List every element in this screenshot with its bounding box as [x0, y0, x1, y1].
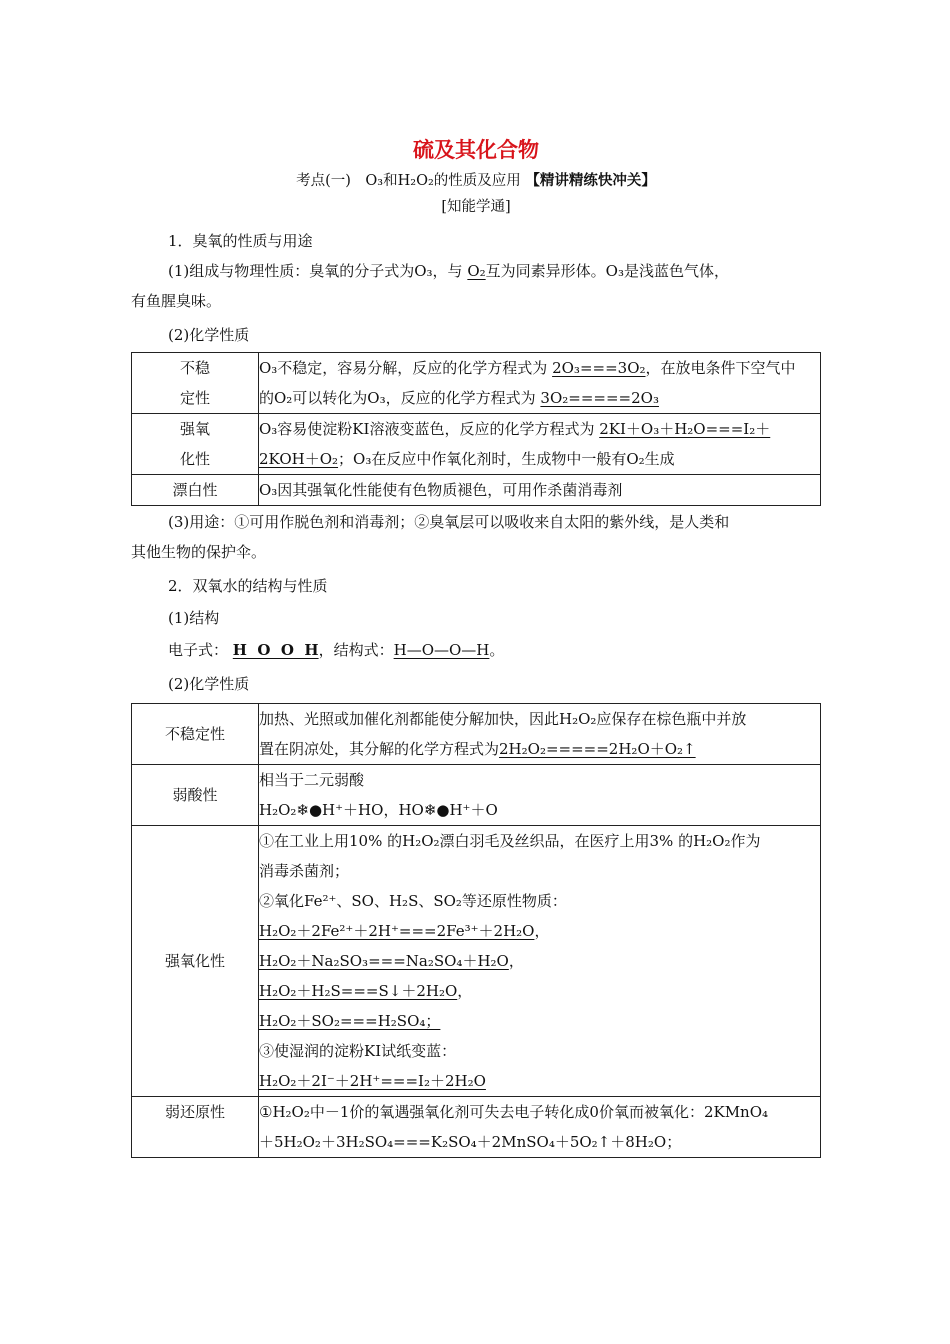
- row-label-line: 不稳: [179, 359, 210, 377]
- ozone-physical-text-b: 互为同素异形体。O₃是浅蓝色气体，: [485, 262, 729, 280]
- cell-line: [259, 704, 820, 734]
- cell-line: [259, 976, 820, 1006]
- row-label: [132, 414, 259, 475]
- section-heading: [131, 168, 821, 194]
- cell-line: [259, 1097, 820, 1127]
- row-content: [259, 414, 821, 475]
- cell-underlined-answer: 2KOH＋O₂: [259, 450, 339, 468]
- cell-text: ，: [508, 952, 524, 970]
- ozone-uses: (3)用途：①可用作脱色剂和消毒剂；②臭氧层可以吸收来自太阳的紫外线，是人类和: [168, 513, 730, 531]
- row-label: [132, 353, 259, 414]
- ozone-heading: 1．臭氧的性质与用途: [168, 232, 313, 250]
- cell-underlined-answer: 2KI＋O₃＋H₂O===I₂＋: [599, 420, 771, 438]
- cell-line: [259, 444, 820, 474]
- cell-underlined-answer: 3O₂=====2O₃: [540, 389, 659, 407]
- cell-line: [259, 475, 820, 505]
- h2o2-heading: 2．双氧水的结构与性质: [168, 577, 328, 595]
- h2o2-structure-formulas: [131, 635, 821, 665]
- cell-line: [259, 795, 820, 825]
- row-label-line: 强氧: [179, 420, 210, 438]
- cell-line: [259, 1006, 820, 1036]
- cell-line: [259, 916, 820, 946]
- table-row: [132, 353, 821, 414]
- cell-text: ，: [457, 982, 473, 1000]
- row-label: 弱酸性: [132, 765, 259, 826]
- cell-underlined-answer: H₂O₂＋2Fe²⁺＋2H⁺===2Fe³⁺＋2H₂O: [259, 922, 535, 940]
- cell-line: [259, 765, 820, 795]
- row-label: [132, 475, 259, 506]
- section-heading-text: 考点(一) O₃和H₂O₂的性质及应用: [296, 173, 521, 189]
- row-label: 强氧化性: [132, 826, 259, 1097]
- cell-line: [259, 1036, 820, 1066]
- section-subheading: [知能学通]: [441, 199, 511, 215]
- cell-text: ①在工业上用10% 的H₂O₂漂白羽毛及丝织品，在医疗上用3% 的H₂O₂作为: [259, 832, 761, 850]
- cell-text: 相当于二元弱酸: [259, 771, 365, 789]
- cell-underlined-answer: H₂O₂＋Na₂SO₃===Na₂SO₄＋H₂O: [259, 952, 509, 970]
- electronic-formula: H O O H: [232, 641, 319, 659]
- cell-line: [259, 856, 820, 886]
- ozone-physical-text-c: 有鱼腥臭味。: [131, 292, 222, 310]
- ozone-physical-blank: O₂: [467, 262, 486, 280]
- table-row: [132, 1097, 821, 1158]
- ozone-properties-table: [131, 352, 821, 506]
- cell-text: O₃不稳定，容易分解，反应的化学方程式为: [259, 359, 553, 377]
- row-label-line: 定性: [179, 389, 210, 407]
- row-content: [259, 1097, 821, 1158]
- cell-line: [259, 826, 820, 856]
- h2o2-properties-table: [131, 703, 821, 1158]
- cell-underlined-answer: H₂O₂＋2I⁻＋2H⁺===I₂＋2H₂O: [259, 1072, 486, 1090]
- row-label: 不稳定性: [132, 704, 259, 765]
- cell-underlined-answer: H₂O₂＋H₂S===S↓＋2H₂O: [259, 982, 458, 1000]
- h2o2-structure-heading: (1)结构: [168, 609, 220, 627]
- cell-text: ②氧化Fe²⁺、SO、H₂S、SO₂等还原性物质：: [259, 892, 567, 910]
- cell-line: [259, 734, 820, 764]
- row-label-line: 漂白性: [172, 481, 218, 499]
- row-content: [259, 704, 821, 765]
- cell-text: ＋5H₂O₂＋3H₂SO₄===K₂SO₄＋2MnSO₄＋5O₂↑＋8H₂O；: [259, 1133, 682, 1151]
- cell-text: ，在放电条件下空气中: [645, 359, 796, 377]
- table-row: [132, 414, 821, 475]
- row-label-line: 化性: [179, 450, 210, 468]
- table-row: [132, 704, 821, 765]
- cell-text: ；O₃在反应中作氧化剂时，生成物中一般有O₂生成: [338, 450, 675, 468]
- table-row: [132, 826, 821, 1097]
- cell-line: [259, 414, 820, 444]
- structural-formula: H—O—O—H: [393, 641, 490, 659]
- cell-text: H₂O₂❄●H⁺＋HO，HO❄●H⁺＋O: [259, 801, 498, 819]
- cell-text: ，: [534, 922, 550, 940]
- cell-line: [259, 353, 820, 383]
- cell-line: [259, 1066, 820, 1096]
- cell-text: 消毒杀菌剂；: [259, 862, 350, 880]
- ozone-physical-properties: [131, 256, 821, 286]
- cell-underlined-answer: H₂O₂＋SO₂===H₂SO₄；: [259, 1012, 441, 1030]
- structural-formula-label: ，结构式：: [318, 641, 394, 659]
- table-row: [132, 475, 821, 506]
- row-content: [259, 475, 821, 506]
- structure-period: 。: [489, 641, 505, 659]
- table-row: [132, 765, 821, 826]
- cell-underlined-answer: 2O₃===3O₂: [552, 359, 646, 377]
- cell-text: 的O₂可以转化为O₃，反应的化学方程式为: [259, 389, 541, 407]
- row-label: 弱还原性: [132, 1097, 259, 1158]
- ozone-chem-heading: (2)化学性质: [168, 326, 250, 344]
- cell-text: O₃因其强氧化性能使有色物质褪色，可用作杀菌消毒剂: [259, 481, 623, 499]
- cell-text: 置在阴凉处，其分解的化学方程式为: [259, 740, 500, 758]
- ozone-uses-continued: 其他生物的保护伞。: [131, 543, 267, 561]
- section-tag: 【精讲精练快冲关】: [525, 172, 656, 189]
- cell-line: [259, 1127, 820, 1157]
- electronic-formula-label: 电子式：: [168, 641, 229, 659]
- ozone-physical-text-a: (1)组成与物理性质：臭氧的分子式为O₃，与: [168, 262, 463, 280]
- cell-text: ③使湿润的淀粉KI试纸变蓝：: [259, 1042, 457, 1060]
- cell-underlined-answer: 2H₂O₂=====2H₂O＋O₂↑: [499, 740, 696, 758]
- row-content: [259, 353, 821, 414]
- cell-text: 加热、光照或加催化剂都能使分解加快，因此H₂O₂应保存在棕色瓶中并放: [259, 710, 747, 728]
- h2o2-chem-heading: (2)化学性质: [168, 675, 250, 693]
- cell-line: [259, 886, 820, 916]
- cell-line: [259, 946, 820, 976]
- row-content: [259, 765, 821, 826]
- cell-text: ①H₂O₂中－1价的氧遇强氧化剂可失去电子转化成0价氧而被氧化：2KMnO₄: [259, 1103, 769, 1121]
- cell-text: O₃容易使淀粉KI溶液变蓝色，反应的化学方程式为: [259, 420, 600, 438]
- page-title: 硫及其化合物: [413, 137, 539, 162]
- cell-line: [259, 383, 820, 413]
- document-page: [131, 132, 821, 1158]
- row-content: [259, 826, 821, 1097]
